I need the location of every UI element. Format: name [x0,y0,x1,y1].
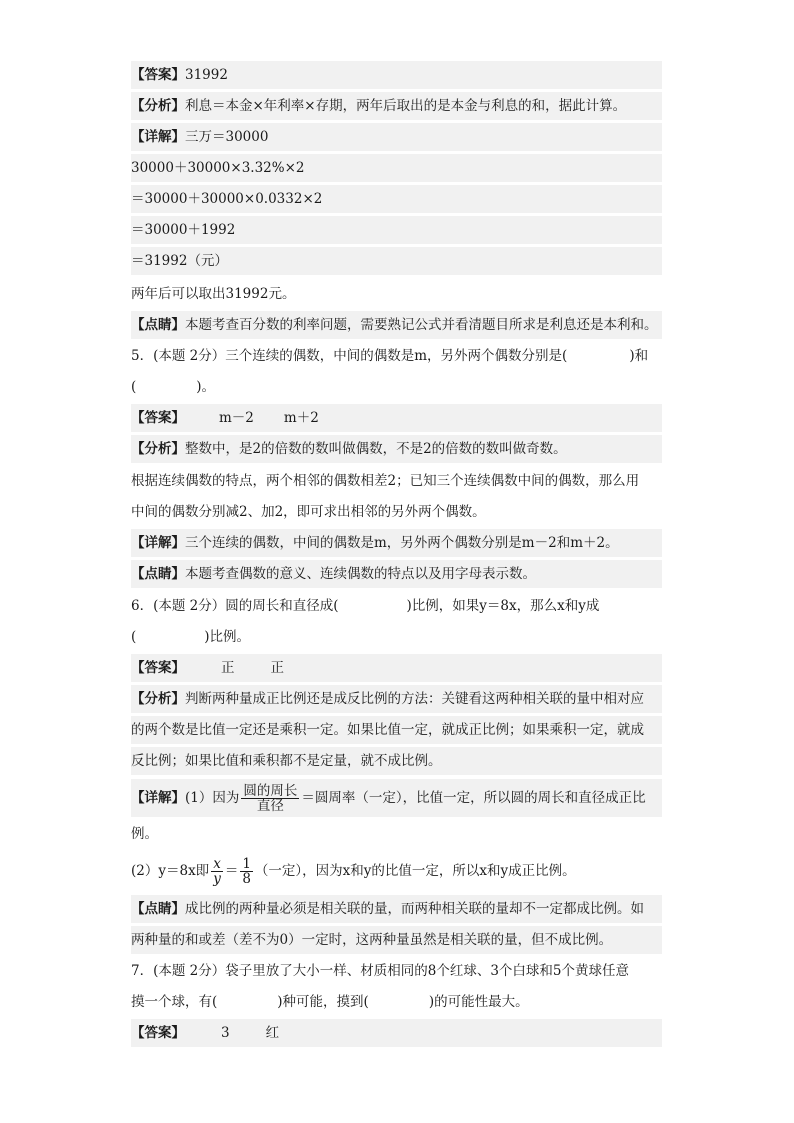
q4-detail: 三万＝30000 [185,129,269,145]
q4-answer: 31992 [185,67,228,83]
fraction-numerator: x [211,857,223,872]
q6-analysis-3: 反比例；如果比值和乘积都不是定量，就不成比例。 [131,747,662,775]
q5-answer-line [131,404,662,432]
fraction-denominator: y [213,871,221,887]
analysis-tag: 【分析】 [131,98,185,114]
q6-fraction-circumference-diameter [241,784,299,813]
q6-stem-4: )比例。 [204,629,251,645]
q5-analysis-2: 根据连续偶数的特点，两个相邻的偶数相差2；已知三个连续偶数中间的偶数，那么用 [131,473,640,489]
analysis-tag: 【分析】 [131,691,185,707]
q5-stem-3: ( [131,379,137,395]
detail-tag: 【详解】 [131,790,185,806]
q6-stem-line-2 [131,623,662,651]
comment-tag: 【点睛】 [131,566,185,582]
q6-detail-1-post: ＝圆周率（一定），比值一定，所以圆的周长和直径成正比 [301,790,646,806]
q6-analysis-line [131,685,662,713]
q7-stem-1: 7．(本题 2分）袋子里放了大小一样、材质相同的8个红球、3个白球和5个黄球任意 [131,963,630,979]
fraction-numerator: 1 [242,856,251,872]
q7-stem-2a: 摸一个球，有( [131,994,218,1010]
q6-analysis-2: 的两个数是比值一定还是乘积一定。如果比值一定，就成正比例；如果乘积一定，就成 [131,716,662,744]
q6-analysis-1: 判断两种量成正比例还是成反比例的方法：关键看这两种相关联的量中相对应 [185,691,644,707]
q5-answer-2: m＋2 [283,410,319,426]
q6-detail-line-1 [131,779,662,817]
detail-tag: 【详解】 [131,535,185,551]
q7-answer-1: 3 [221,1025,230,1041]
q5-stem-2: )和 [629,348,649,364]
q4-comment: 本题考查百分数的利率问题，需要熟记公式并看清题目所求是利息还是本利和。 [185,317,658,333]
q5-detail-line [131,529,662,557]
q6-detail-line-2 [131,852,662,890]
fraction-denominator: 8 [242,871,251,887]
q6-comment-1: 成比例的两种量必须是相关联的量，而两种相关联的量却不一定都成比例。如 [185,901,644,917]
q7-stem-line-2 [131,988,662,1016]
q4-conclusion: 两年后可以取出31992元。 [131,286,296,302]
q5-stem-line-2 [131,373,662,401]
analysis-tag: 【分析】 [131,441,185,457]
q7-stem-2c: )的可能性最大。 [428,994,529,1010]
q6-answer-2: 正 [270,660,284,676]
q4-analysis-line [131,92,662,120]
q5-comment-line [131,560,662,588]
comment-tag: 【点睛】 [131,317,185,333]
q5-comment: 本题考查偶数的意义、连续偶数的特点以及用字母表示数。 [185,566,536,582]
comment-tag: 【点睛】 [131,901,185,917]
q6-detail-2-eq: ＝ [224,863,239,879]
q7-answer-line [131,1019,662,1047]
q6-detail-1-end: 例。 [131,826,158,842]
fraction-denominator: 直径 [256,798,284,814]
q6-detail-2-pre: (2）y＝8x即 [131,863,210,879]
q6-comment-line [131,895,662,923]
q5-stem-line-1 [131,342,662,370]
q5-analysis-3: 中间的偶数分别减2、加2，即可求出相邻的另外两个偶数。 [131,504,486,520]
q4-answer-line [131,61,662,89]
q5-detail: 三个连续的偶数，中间的偶数是m，另外两个偶数分别是m－2和m＋2。 [185,535,619,551]
q7-stem-2b: )种可能，摸到( [277,994,369,1010]
q4-step-3: ＝30000＋1992 [131,216,662,244]
q5-stem-4: )。 [196,379,216,395]
q6-comment-2: 两种量的和或差（差不为0）一定时，这两种量虽然是相关联的量，但不成比例。 [131,926,662,954]
detail-tag: 【详解】 [131,129,185,145]
answer-tag: 【答案】 [131,410,185,426]
answer-tag: 【答案】 [131,1025,185,1041]
q6-fraction-one-eighth [240,857,253,886]
q6-stem-line-1 [131,592,662,620]
q6-detail-2-post: （一定），因为x和y的比值一定，所以x和y成正比例。 [254,863,576,879]
q4-analysis: 利息＝本金×年利率×存期，两年后取出的是本金与利息的和，据此计算。 [185,98,627,114]
q7-answer-2: 红 [265,1025,280,1041]
q5-analysis: 整数中，是2的倍数的数叫做偶数，不是2的倍数的数叫做奇数。 [185,441,567,457]
q4-detail-line [131,123,662,151]
q6-fraction-x-over-y [211,857,223,886]
q6-detail-1-pre: (1）因为 [185,790,240,806]
q5-stem-1: 5．(本题 2分）三个连续的偶数，中间的偶数是m，另外两个偶数分别是( [131,348,568,364]
q6-answer-1: 正 [221,660,235,676]
q6-stem-1: 6．(本题 2分）圆的周长和直径成( [131,598,339,614]
q4-step-2: ＝30000＋30000×0.0332×2 [131,185,662,213]
q4-comment-line [131,311,662,339]
answer-tag: 【答案】 [131,660,185,676]
q6-stem-3: ( [131,629,137,645]
q4-step-1: 30000＋30000×3.32%×2 [131,154,662,182]
q5-answer-1: m－2 [219,410,254,426]
fraction-numerator: 圆的周长 [243,783,298,799]
q6-stem-2: )比例，如果y＝8x，那么x和y成 [406,598,600,614]
q4-step-4: ＝31992（元） [131,247,662,275]
answer-tag: 【答案】 [131,67,185,83]
q6-answer-line [131,654,662,682]
q5-analysis-line [131,435,662,463]
